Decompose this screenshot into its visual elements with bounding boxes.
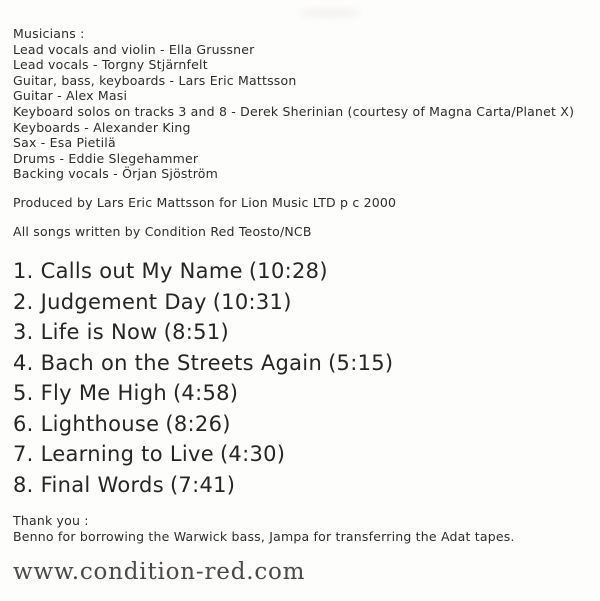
track-number: 2.	[13, 289, 34, 314]
track-duration: (8:26)	[165, 411, 231, 436]
website-url: www.condition-red.com	[13, 559, 306, 586]
credit-line: Guitar, bass, keyboards - Lars Eric Mattsson	[13, 72, 297, 88]
track-number: 3.	[13, 320, 34, 345]
track-duration: (8:51)	[163, 320, 229, 345]
track-number: 5.	[13, 381, 34, 406]
credit-line: Guitar - Alex Masi	[13, 88, 128, 104]
track-title: Lighthouse	[40, 411, 160, 436]
credit-line: Lead vocals - Torgny Stjärnfelt	[13, 57, 208, 73]
track-title: Fly Me High	[40, 381, 167, 406]
track-duration: (5:15)	[328, 350, 394, 375]
track-row	[13, 470, 592, 501]
credit-line: Backing vocals - Örjan Sjöström	[13, 166, 219, 182]
track-list	[13, 256, 592, 500]
track-title: Bach on the Streets Again	[40, 350, 323, 375]
track-number: 1.	[13, 259, 34, 284]
songwriting-credit-line: All songs written by Condition Red Teosto/NCB	[13, 223, 312, 239]
track-duration: (10:28)	[248, 259, 328, 284]
track-title: Life is Now	[40, 320, 158, 345]
track-duration: (4:58)	[172, 381, 239, 406]
credit-line: Keyboard solos on tracks 3 and 8 - Derek Sherinian (courtesy of Magna Carta/Planet X)	[13, 103, 575, 119]
track-row	[13, 409, 592, 440]
track-duration: (10:31)	[212, 289, 292, 314]
thank-you-text: Benno for borrowing the Warwick bass, Jampa for transferring the Adat tapes.	[13, 528, 515, 544]
track-title: Calls out My Name	[40, 259, 243, 284]
track-number: 6.	[13, 411, 34, 436]
booklet-page	[13, 26, 592, 585]
track-number: 7.	[13, 442, 34, 467]
produced-by-line: Produced by Lars Eric Mattsson for Lion Music LTD p c 2000	[13, 194, 397, 210]
track-title: Learning to Live	[40, 442, 214, 467]
thank-you-block	[13, 513, 592, 544]
track-row	[13, 317, 592, 348]
track-number: 8.	[13, 472, 34, 497]
credit-line: Keyboards - Alexander King	[13, 119, 191, 135]
track-row	[13, 348, 592, 379]
track-row	[13, 439, 592, 470]
thank-you-heading: Thank you :	[13, 513, 89, 529]
musicians-heading: Musicians :	[13, 26, 85, 41]
track-title: Judgement Day	[40, 289, 207, 314]
track-row	[13, 378, 592, 409]
track-title: Final Words	[40, 472, 164, 497]
credit-line: Lead vocals and violin - Ella Grussner	[13, 41, 255, 57]
musicians-credits-block	[13, 26, 592, 182]
track-duration: (7:41)	[169, 472, 236, 497]
track-number: 4.	[13, 350, 34, 375]
scan-artifact	[300, 8, 360, 18]
track-row	[13, 287, 592, 318]
credit-line: Sax - Esa Pietilä	[13, 135, 116, 151]
track-duration: (4:30)	[219, 442, 286, 467]
track-row	[13, 256, 592, 287]
credit-line: Drums - Eddie Slegehammer	[13, 150, 199, 166]
